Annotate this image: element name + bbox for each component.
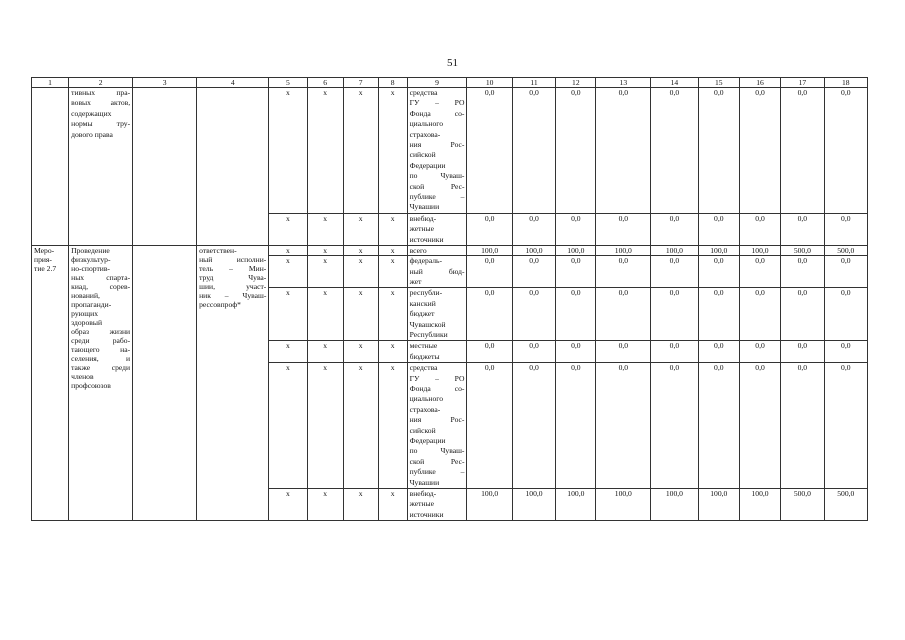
code-cell: x [269, 256, 307, 288]
funding-source [407, 246, 467, 256]
budget-table [31, 77, 868, 521]
funding-source-line: ской Рес- [409, 181, 465, 191]
funding-source-line: циального [409, 119, 444, 129]
code-cell: x [343, 88, 378, 214]
value-cell: 0,0 [512, 363, 555, 489]
event-name-line: вовых актов, [71, 98, 131, 108]
value-cell: 100,0 [556, 489, 596, 521]
code-cell: x [378, 256, 407, 288]
column-number-13: 13 [596, 78, 651, 88]
code-cell: x [269, 363, 307, 489]
event-name-line: но-спортив- [71, 264, 110, 274]
event-number-line: Меро- [34, 246, 55, 256]
code-cell: x [343, 341, 378, 363]
value-cell: 100,0 [512, 489, 555, 521]
value-cell: 0,0 [651, 213, 698, 245]
value-cell: 500,0 [781, 246, 824, 256]
code-cell: x [269, 489, 307, 521]
column-number-4: 4 [197, 78, 269, 88]
funding-source-line: публике – [409, 192, 465, 202]
event-name-line: селения, и [71, 354, 131, 364]
column-number-7: 7 [343, 78, 378, 88]
table-row [32, 88, 868, 214]
code-cell: x [307, 341, 343, 363]
funding-source-line: ГУ – РО [409, 373, 465, 383]
event-name-line: нований, [71, 291, 100, 301]
responsible-executor-line: ник – Чуваш- [199, 291, 267, 301]
value-cell: 100,0 [698, 246, 739, 256]
empty-cell [133, 88, 197, 246]
value-cell: 0,0 [596, 341, 651, 363]
column-number-15: 15 [698, 78, 739, 88]
event-number-line: прия- [34, 255, 52, 265]
value-cell: 100,0 [698, 489, 739, 521]
code-cell: x [343, 256, 378, 288]
value-cell: 100,0 [739, 246, 780, 256]
event-name-line: Проведение [71, 246, 110, 256]
funding-source-line: внебюд- [409, 213, 437, 223]
funding-source-line: ской Рес- [409, 456, 465, 466]
funding-source-line: источники [409, 509, 444, 519]
value-cell: 0,0 [556, 363, 596, 489]
funding-source-line: бюджет [409, 309, 435, 319]
column-number-3: 3 [133, 78, 197, 88]
funding-source-line: страхова- [409, 404, 441, 414]
value-cell: 0,0 [698, 363, 739, 489]
funding-source-line: федераль- [409, 256, 443, 266]
funding-source [407, 363, 467, 489]
value-cell: 0,0 [739, 88, 780, 214]
value-cell: 500,0 [781, 489, 824, 521]
funding-source [407, 256, 467, 288]
code-cell: x [378, 246, 407, 256]
funding-source-line: внебюд- [409, 489, 437, 499]
column-number-8: 8 [378, 78, 407, 88]
code-cell: x [307, 288, 343, 341]
funding-source-line: канский [409, 298, 436, 308]
event-name-line: ных спарта- [71, 273, 131, 283]
value-cell: 100,0 [596, 489, 651, 521]
funding-source-line: ный бюд- [409, 266, 465, 276]
value-cell: 0,0 [512, 88, 555, 214]
funding-source-line: ГУ – РО [409, 98, 465, 108]
responsible-executor-line: шии, участ- [199, 282, 267, 292]
table-row [32, 246, 868, 256]
event-name-line: дового права [71, 129, 113, 139]
value-cell: 500,0 [824, 246, 867, 256]
column-number-2: 2 [69, 78, 133, 88]
funding-source-line: средства [409, 363, 438, 373]
funding-source-line: сийской [409, 150, 436, 160]
event-name-line: нормы тру- [71, 119, 131, 129]
value-cell: 0,0 [698, 88, 739, 214]
code-cell: x [269, 88, 307, 214]
funding-source-line: жетные [409, 499, 434, 509]
value-cell: 100,0 [739, 489, 780, 521]
value-cell: 0,0 [512, 256, 555, 288]
column-number-1: 1 [32, 78, 69, 88]
value-cell: 0,0 [467, 213, 512, 245]
code-cell: x [343, 489, 378, 521]
funding-source [407, 213, 467, 245]
funding-source-line: жет [409, 276, 422, 286]
table-body [32, 78, 868, 521]
value-cell: 0,0 [739, 213, 780, 245]
event-name-line: среди рабо- [71, 336, 131, 346]
funding-source-line: публике – [409, 467, 465, 477]
funding-source-line: Республики [409, 329, 448, 339]
code-cell: x [343, 288, 378, 341]
value-cell: 0,0 [556, 288, 596, 341]
event-name-line: содержащих [71, 108, 112, 118]
value-cell: 0,0 [698, 341, 739, 363]
value-cell: 0,0 [781, 256, 824, 288]
funding-source-line: Федерации [409, 436, 446, 445]
funding-source-line: по Чуваш- [409, 171, 465, 181]
code-cell: x [378, 489, 407, 521]
code-cell: x [343, 213, 378, 245]
value-cell: 0,0 [651, 341, 698, 363]
funding-source-line: ния Рос- [409, 415, 465, 425]
code-cell: x [378, 363, 407, 489]
value-cell: 0,0 [596, 88, 651, 214]
value-cell: 0,0 [596, 288, 651, 341]
code-cell: x [307, 88, 343, 214]
funding-source-line: средства [409, 88, 438, 97]
code-cell: x [307, 246, 343, 256]
value-cell: 0,0 [824, 341, 867, 363]
value-cell: 0,0 [781, 88, 824, 214]
code-cell: x [307, 363, 343, 489]
column-number-18: 18 [824, 78, 867, 88]
value-cell: 0,0 [781, 363, 824, 489]
value-cell: 0,0 [739, 341, 780, 363]
value-cell: 0,0 [824, 88, 867, 214]
funding-source-line: Чувашии [409, 477, 440, 487]
value-cell: 0,0 [698, 256, 739, 288]
funding-source-line: бюджеты [409, 351, 440, 361]
value-cell: 0,0 [512, 288, 555, 341]
value-cell: 0,0 [824, 363, 867, 489]
funding-source-line: ния Рос- [409, 140, 465, 150]
funding-source [407, 288, 467, 341]
value-cell: 0,0 [781, 288, 824, 341]
page-number: 51 [447, 57, 458, 69]
event-name-line: членов [71, 372, 94, 382]
responsible-executor [197, 246, 269, 521]
funding-source [407, 88, 467, 214]
value-cell: 0,0 [512, 213, 555, 245]
value-cell: 0,0 [512, 341, 555, 363]
funding-source-line: республи- [409, 288, 443, 298]
value-cell: 0,0 [556, 341, 596, 363]
funding-source-line: Федерации [409, 160, 446, 170]
code-cell: x [307, 256, 343, 288]
value-cell: 0,0 [824, 256, 867, 288]
code-cell: x [307, 213, 343, 245]
column-number-16: 16 [739, 78, 780, 88]
funding-source-line: Фонда со- [409, 108, 465, 118]
value-cell: 100,0 [467, 489, 512, 521]
event-name-line: тивных пра- [71, 88, 131, 97]
event-number-line: тие 2.7 [34, 264, 57, 274]
funding-source-line: источники [409, 234, 444, 244]
code-cell: x [343, 246, 378, 256]
event-name-line: профсоюзов [71, 381, 111, 391]
funding-source-line: жетные [409, 224, 434, 234]
value-cell: 0,0 [556, 213, 596, 245]
value-cell: 100,0 [596, 246, 651, 256]
value-cell: 100,0 [651, 489, 698, 521]
value-cell: 0,0 [739, 363, 780, 489]
funding-source-line: Чувашской [409, 319, 446, 329]
column-number-14: 14 [651, 78, 698, 88]
column-number-11: 11 [512, 78, 555, 88]
event-number [32, 246, 69, 521]
column-number-12: 12 [556, 78, 596, 88]
value-cell: 0,0 [698, 288, 739, 341]
value-cell: 0,0 [596, 213, 651, 245]
value-cell: 0,0 [467, 256, 512, 288]
empty-cell [133, 246, 197, 521]
value-cell: 0,0 [651, 288, 698, 341]
funding-source-line: Чувашии [409, 202, 440, 212]
value-cell: 0,0 [596, 363, 651, 489]
event-name [69, 88, 133, 246]
value-cell: 100,0 [512, 246, 555, 256]
code-cell: x [269, 246, 307, 256]
event-name-line: киад, сорев- [71, 282, 131, 292]
value-cell: 0,0 [556, 88, 596, 214]
responsible-executor-line: тель – Мин- [199, 264, 267, 274]
value-cell: 0,0 [824, 213, 867, 245]
funding-source-line: сийской [409, 425, 436, 435]
code-cell: x [378, 341, 407, 363]
header-row [32, 78, 868, 88]
value-cell: 0,0 [651, 363, 698, 489]
event-number [32, 88, 69, 246]
column-number-10: 10 [467, 78, 512, 88]
value-cell: 100,0 [467, 246, 512, 256]
value-cell: 0,0 [739, 288, 780, 341]
event-name [69, 246, 133, 521]
column-number-17: 17 [781, 78, 824, 88]
value-cell: 0,0 [467, 341, 512, 363]
code-cell: x [269, 213, 307, 245]
column-number-6: 6 [307, 78, 343, 88]
code-cell: x [378, 288, 407, 341]
code-cell: x [307, 489, 343, 521]
column-number-5: 5 [269, 78, 307, 88]
code-cell: x [378, 213, 407, 245]
funding-source-line: всего [409, 246, 427, 256]
value-cell: 500,0 [824, 489, 867, 521]
responsible-executor-line: труд Чува- [199, 273, 267, 283]
responsible-executor-line: рессовпроф* [199, 300, 241, 310]
value-cell: 0,0 [596, 256, 651, 288]
funding-source [407, 489, 467, 521]
value-cell: 0,0 [781, 341, 824, 363]
value-cell: 100,0 [556, 246, 596, 256]
responsible-executor-line: ный исполни- [199, 255, 267, 265]
code-cell: x [378, 88, 407, 214]
responsible-executor-line: ответствен- [199, 246, 237, 256]
value-cell: 0,0 [698, 213, 739, 245]
responsible-executor [197, 88, 269, 246]
value-cell: 0,0 [467, 288, 512, 341]
event-name-line: физкультур- [71, 255, 111, 265]
value-cell: 0,0 [781, 213, 824, 245]
value-cell: 0,0 [467, 363, 512, 489]
funding-source-line: страхова- [409, 129, 441, 139]
event-name-line: пропаганди- [71, 300, 112, 310]
column-number-9: 9 [407, 78, 467, 88]
funding-source-line: местные [409, 341, 438, 351]
value-cell: 100,0 [651, 246, 698, 256]
event-name-line: здоровый [71, 318, 103, 328]
event-name-line: рующих [71, 309, 99, 319]
event-name-line: образ жизни [71, 327, 131, 337]
value-cell: 0,0 [824, 288, 867, 341]
event-name-line: также среди [71, 363, 131, 373]
funding-source [407, 341, 467, 363]
code-cell: x [269, 341, 307, 363]
funding-source-line: по Чуваш- [409, 446, 465, 456]
code-cell: x [343, 363, 378, 489]
event-name-line: тающего на- [71, 345, 131, 355]
funding-source-line: циального [409, 394, 444, 404]
funding-source-line: Фонда со- [409, 383, 465, 393]
value-cell: 0,0 [556, 256, 596, 288]
value-cell: 0,0 [467, 88, 512, 214]
value-cell: 0,0 [651, 256, 698, 288]
value-cell: 0,0 [651, 88, 698, 214]
code-cell: x [269, 288, 307, 341]
value-cell: 0,0 [739, 256, 780, 288]
